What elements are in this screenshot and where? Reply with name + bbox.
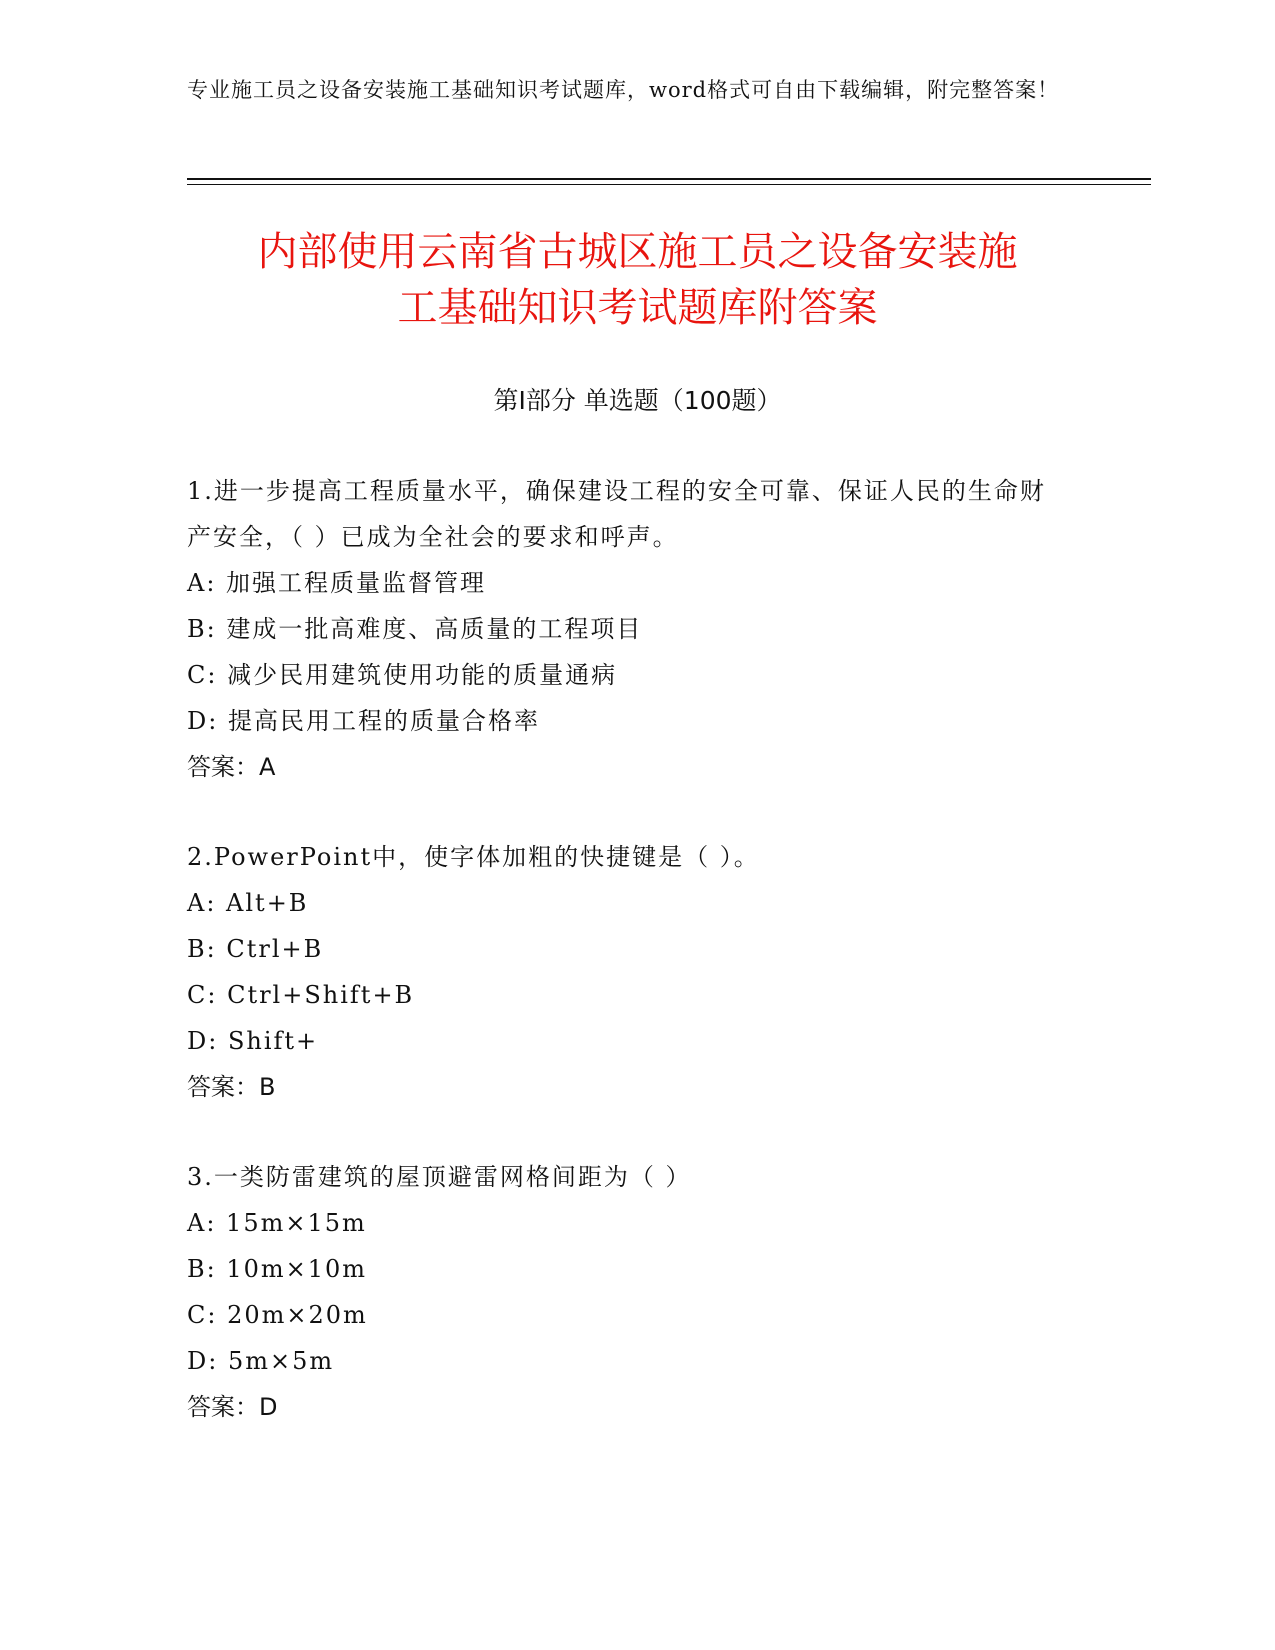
option-c: C: 减少民用建筑使用功能的质量通病 (187, 661, 618, 689)
question-list (187, 468, 1067, 1474)
question-item (187, 468, 1067, 790)
option-b: B: 10m×10m (187, 1255, 368, 1283)
question-stem: 2.PowerPoint中，使字体加粗的快捷键是（ ）。 (187, 843, 760, 871)
question-item (187, 834, 1067, 1110)
header-note: 专业施工员之设备安装施工基础知识考试题库，word格式可自由下载编辑，附完整答案！ (187, 78, 1060, 102)
question-stem: 1.进一步提高工程质量水平，确保建设工程的安全可靠、保证人民的生命财产安全，（ ）已成为全社会的要求和呼声。 (187, 477, 1046, 551)
option-b: B: 建成一批高难度、高质量的工程项目 (187, 615, 643, 643)
option-d: D: 5m×5m (187, 1347, 335, 1375)
document-title (0, 224, 1275, 336)
question-item (187, 1154, 1067, 1430)
option-a: A: 15m×15m (187, 1209, 367, 1237)
question-answer: 答案：D (187, 1393, 278, 1421)
section-heading: 第Ⅰ部分 单选题（100题） (493, 386, 782, 415)
option-d: D: Shift+ (187, 1027, 319, 1055)
option-c: C: Ctrl+Shift+B (187, 981, 415, 1009)
option-c: C: 20m×20m (187, 1301, 368, 1329)
document-title-line2: 工基础知识考试题库附答案 (397, 285, 878, 331)
option-d: D: 提高民用工程的质量合格率 (187, 707, 540, 735)
header-divider-thick (187, 178, 1151, 180)
option-a: A: 加强工程质量监督管理 (187, 569, 487, 597)
question-stem: 3.一类防雷建筑的屋顶避雷网格间距为（ ） (187, 1163, 692, 1191)
question-answer: 答案：B (187, 1073, 276, 1101)
header-divider-thin (187, 184, 1151, 185)
document-title-line1: 内部使用云南省古城区施工员之设备安装施 (257, 229, 1018, 275)
option-a: A: Alt+B (187, 889, 309, 917)
question-answer: 答案：A (187, 753, 276, 781)
option-b: B: Ctrl+B (187, 935, 324, 963)
